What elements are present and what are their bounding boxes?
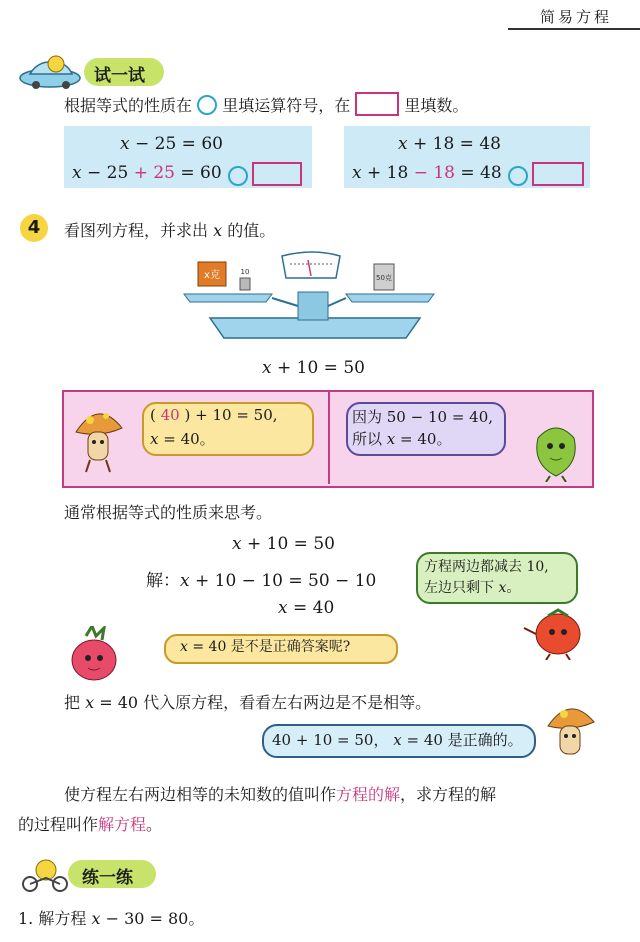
left-bubble-line2: x = 40。 — [150, 430, 215, 448]
chapter-title: 简易方程 — [539, 8, 612, 26]
definition-line1: 使方程左右两边相等的未知数的值叫作方程的解，求方程的解 — [64, 785, 497, 804]
box-label: x克 — [204, 270, 220, 281]
practice-item-1: 1. 解方程 x − 30 = 80。 — [18, 909, 205, 928]
try-left-line1: x − 25 = 60 — [120, 134, 223, 154]
solution-line1: x + 10 = 50 — [232, 534, 335, 554]
mushroom-character-2-icon — [542, 700, 598, 764]
check-bubble-text: 40 + 10 = 50， x = 40 是正确的。 — [272, 731, 523, 749]
example-equation: x + 10 = 50 — [262, 358, 365, 378]
number-box-icon — [355, 92, 399, 116]
term-solution-of-equation: 方程的解 — [336, 785, 401, 804]
instruction-text-2: 里填运算符号，在 — [222, 96, 351, 115]
car-icon — [16, 52, 86, 90]
green-pepper-character-icon — [528, 418, 584, 482]
example-prompt: 看图列方程，并求出 x 的值。 — [64, 221, 276, 240]
try-right-line1: x + 18 = 48 — [398, 134, 501, 154]
tomato-character-icon — [520, 604, 592, 660]
tip-bubble-line1: 方程两边都减去 10, — [424, 559, 549, 575]
left-bubble-line1: ( 40 ) + 10 = 50, — [150, 406, 278, 424]
panel-divider — [328, 392, 330, 484]
right-bubble-line2: 所以 x = 40。 — [352, 430, 452, 448]
large-weight-label: 50克 — [376, 274, 392, 282]
question-bubble-text: x = 40 是不是正确答案呢? — [180, 639, 351, 655]
small-weight-label: 10 — [240, 268, 250, 276]
balance-scale-illustration — [180, 250, 450, 344]
try-left-line2: x − 25 + 25 = 60 — [72, 163, 222, 183]
tip-bubble-line2: 左边只剩下 x。 — [424, 580, 521, 596]
try-badge-label: 试一试 — [94, 66, 145, 86]
radish-character-icon — [64, 626, 124, 682]
solution-line2: 解：x + 10 − 10 = 50 − 10 — [146, 571, 377, 591]
instruction-text-1: 根据等式的性质在 — [64, 96, 193, 115]
example-number-badge: 4 — [20, 214, 48, 242]
instruction-text-3: 里填数。 — [404, 96, 469, 115]
mushroom-character-icon — [70, 404, 126, 476]
try-right-line2: x + 18 − 18 = 48 — [352, 163, 502, 183]
left-operator-circle-icon[interactable] — [228, 166, 248, 186]
definition-line2: 的过程叫作解方程。 — [18, 815, 163, 834]
operator-circle-icon — [197, 95, 217, 115]
header-rule — [508, 28, 640, 30]
try-instruction — [64, 92, 468, 116]
right-bubble-line1: 因为 50 − 10 = 40, — [352, 408, 494, 426]
practice-badge-label: 练一练 — [82, 868, 133, 888]
solution-intro: 通常根据等式的性质来思考。 — [64, 503, 273, 522]
solution-line3: x = 40 — [278, 598, 335, 618]
bike-character-icon — [18, 858, 74, 892]
check-line: 把 x = 40 代入原方程，看看左右两边是不是相等。 — [64, 693, 432, 712]
left-answer-box[interactable] — [252, 162, 302, 186]
right-operator-circle-icon[interactable] — [508, 166, 528, 186]
term-solving-equation: 解方程 — [98, 815, 147, 834]
right-answer-box[interactable] — [532, 162, 584, 186]
